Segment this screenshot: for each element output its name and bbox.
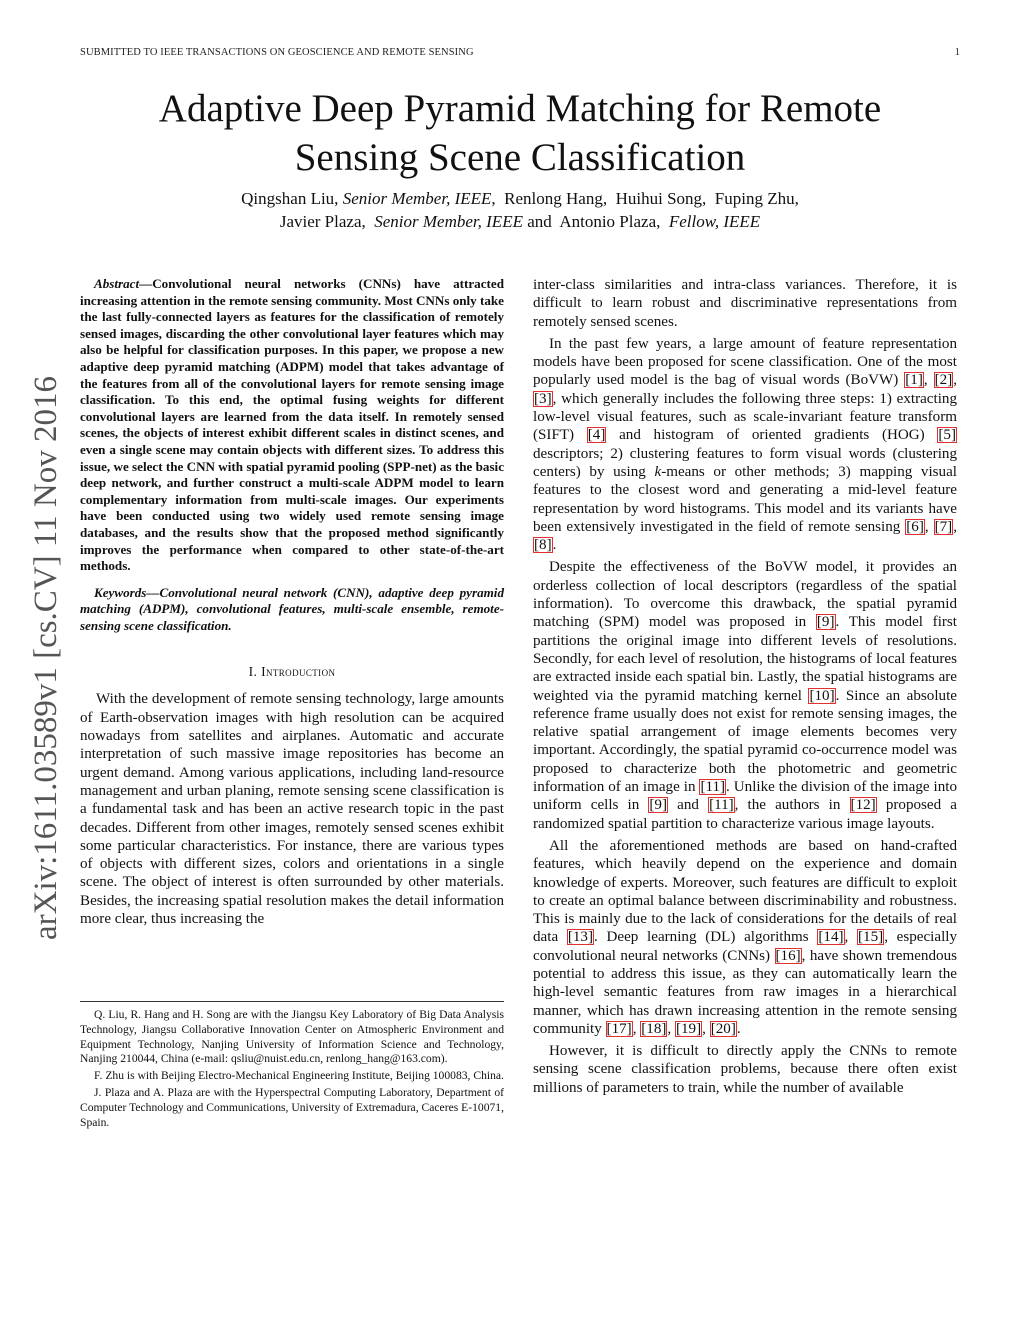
right-paragraph-4: All the aforementioned methods are based on hand-crafted features, which heavily depend on the experience and domain knowledge of experts. Moreover, such features are difficult to exploit to create an optimal balance between discriminability and robustness. This is mainly due to the lack of considerations for the details of real data [13]. Deep learning (DL) algorithms [14], [15], especially convolutional neural networks (CNNs) [16], have shown tremendous potential to address this issue, as they can automatically learn the high-level semantic features from raw images in a hierarchical manner, which has drawn increasing attention in the remote sensing community [17], [18], [19], [20].	[533, 837, 958, 1037]
footnotes	[80, 1008, 504, 1132]
author-zhu: Fuping Zhu,	[714, 189, 799, 208]
footnote-2: F. Zhu is with Beijing Electro-Mechanical Engineering Institute, Beijing 100083, China.	[94, 1069, 504, 1083]
right-column	[533, 276, 957, 1101]
citation-link[interactable]: [9]	[816, 614, 835, 631]
author-liu-role: Senior Member, IEEE	[342, 189, 492, 208]
abstract-lead: Abstract	[94, 276, 140, 291]
citation-link[interactable]: [4]	[587, 427, 606, 444]
citation-link[interactable]: [3]	[534, 390, 552, 407]
running-head	[80, 47, 960, 58]
citation-link[interactable]: [10]	[809, 687, 835, 704]
section-heading-introduction	[80, 664, 504, 680]
left-column	[80, 276, 504, 928]
author-hang: Renlong Hang,	[504, 189, 608, 208]
title-line-2: Sensing Scene Classification	[294, 136, 746, 179]
right-paragraph-5: However, it is difficult to directly apply the CNNs to remote sensing scene classification problems, because there often exist millions of parameters to train, while the number of available	[533, 1043, 957, 1096]
keywords: Keywords—Convolutional neural network (CNN), adaptive deep pyramid matching (ADPM), convolutional features, multi-scale ensemble, remote-sensing scene classification.	[80, 584, 504, 633]
citation-link[interactable]: [12]	[850, 797, 876, 814]
right-paragraph-2: In the past few years, a large amount of feature representation models have been proposed for scene classification. One of the most popularly used model is the bag of visual words (BoVW) [1], [2], [3], which generally includes the following three steps: 1) extracting low-level visual features, such as scale-invariant feature transform (SIFT) [4] and histogram of oriented gradients (HOG) [5] descriptors; 2) clustering features to form visual words (clustering centers) by using k-means or other methods; 3) mapping visual features to the closest word and generating a mid-level feature representation by word histograms. This model and its variants have been extensively investigated in the field of remote sensing [6], [7], [8].	[533, 335, 958, 554]
citation-link[interactable]: [9]	[649, 797, 668, 814]
author-j-plaza: Javier Plaza,	[279, 212, 366, 231]
abstract	[80, 276, 504, 575]
author-line-1: Qingshan Liu, Senior Member, IEEE, Renlong Hang, Huihui Song, Fuping Zhu,	[241, 189, 799, 208]
citation-link[interactable]: [2]	[934, 372, 953, 389]
author-a-plaza-role: Fellow, IEEE	[668, 212, 761, 231]
author-and: and	[527, 212, 552, 231]
citation-link[interactable]: [20]	[710, 1020, 736, 1037]
intro-paragraph-1: With the development of remote sensing technology, large amounts of Earth-observation images with high resolution can be acquired nowadays from satellites and airplanes. Automatic and accurate interpretation of such massive image repositories has become an urgent demand. Among various applications, including land-resource management and urban planing, remote sensing scene classification is a fundamental task and has been an active research topic in the past decades. Different from other images, remotely sensed scenes exhibit some particular characteristics. For instance, there are various types of objects with different sizes, colors and orientations in a single scene. The object of interest is often surrounded by other materials. Besides, the increasing spatial resolution makes the detail information more clear, thus increasing the	[80, 691, 504, 928]
author-j-plaza-role: Senior Member, IEEE	[374, 212, 523, 231]
citation-link[interactable]: [18]	[641, 1020, 667, 1037]
footnote-3: J. Plaza and A. Plaza are with the Hyperspectral Computing Laboratory, Department of Computer Technology and Communications, University of Extremadura, Caceres E-10071, Spain.	[80, 1085, 504, 1129]
page-number: 1	[954, 47, 960, 58]
citation-link[interactable]: [7]	[934, 518, 953, 535]
citation-link[interactable]: [8]	[534, 537, 552, 554]
citation-link[interactable]: [1]	[905, 372, 923, 389]
section-title: Introduction	[261, 664, 336, 680]
author-liu: Qingshan Liu,	[241, 189, 339, 208]
right-paragraph-3: Despite the effectiveness of the BoVW model, it provides an orderless collection of local descriptors (regardless of the spatial information). To overcome this drawback, the spatial pyramid matching (SPM) model was proposed in [9]. This model first partitions the original image into different levels of resolutions. Secondly, for each level of resolution, the histograms of local features are extracted inside each spatial bin. Lastly, the spatial histograms are weighted via the pyramid matching kernel [10]. Since an absolute reference frame usually does not exist for remote sensing images, the relative spatial arrangement of image elements becomes very important. Accordingly, the spatial pyramid co-occurrence model was proposed to characterize both the photometric and geometric information of an image in [11]. Unlike the division of the image into uniform cells in [9] and [11], the authors in [12] proposed a randomized spatial partition to characterize various image layouts.	[533, 559, 957, 832]
author-song: Huihui Song,	[615, 189, 707, 208]
citation-link[interactable]: [13]	[567, 929, 594, 946]
author-list	[80, 187, 960, 233]
citation-link[interactable]: [11]	[709, 797, 734, 814]
citation-link[interactable]: [6]	[906, 518, 924, 535]
citation-link[interactable]: [17]	[606, 1020, 632, 1037]
citation-link[interactable]: [14]	[818, 929, 844, 946]
arxiv-stamp: arXiv:1611.03589v1 [cs.CV] 11 Nov 2016	[28, 376, 64, 940]
right-paragraph-1: inter-class similarities and intra-class variances. Therefore, it is difficult to learn robust and discriminative representations from remotely sensed scenes.	[533, 277, 957, 330]
paper-title	[80, 84, 960, 182]
citation-link[interactable]: [15]	[858, 929, 884, 946]
citation-link[interactable]: [19]	[675, 1020, 702, 1037]
abstract-text: —Convolutional neural networks (CNNs) have attracted increasing attention in the remote sensing community. Most CNNs only take the last fully-connected layers as features for the classification of remotely sensed images, discarding the other convolutional layer features which may also be helpful for classification purposes. In this paper, we propose a new adaptive deep pyramid matching (ADPM) model that takes advantage of the features from all of the convolutional layers for remote sensing image classification. To this end, the optimal fusing weights for different convolutional layers are learned from the data itself. In remotely sensed scenes, the objects of interest exhibit different scales in distinct scenes, and even a single scene may contain objects with different sizes. To address this issue, we select the CNN with spatial pyramid pooling (SPP-net) as the basic deep network, and further construct a multi-scale ADPM model to learn complementary information from multi-scale images. Our experiments have been conducted using two widely used remote sensing image databases, and the results show that the proposed method significantly improves the performance when compared to other state-of-the-art methods.	[80, 276, 504, 574]
section-number: I.	[248, 664, 258, 680]
running-head-text: SUBMITTED TO IEEE TRANSACTIONS ON GEOSCIENCE AND REMOTE SENSING	[80, 47, 474, 58]
author-a-plaza: Antonio Plaza,	[559, 212, 661, 231]
footnote-1: Q. Liu, R. Hang and H. Song are with the Jiangsu Key Laboratory of Big Data Analysis Technology, Jiangsu Collaborative Innovation Center on Atmospheric Environment and Equipment Technology, Nanjing University of Information Science and Technology, Nanjing 210044, China (e-mail: qsliu@nuist.edu.cn, renlong_hang@163.com).	[80, 1008, 504, 1066]
citation-link[interactable]: [11]	[700, 779, 726, 796]
citation-link[interactable]: [16]	[775, 947, 801, 964]
author-line-2	[80, 210, 960, 233]
title-line-1: Adaptive Deep Pyramid Matching for Remote	[158, 87, 882, 130]
citation-link[interactable]: [5]	[938, 427, 957, 444]
footnote-divider	[80, 1001, 504, 1002]
